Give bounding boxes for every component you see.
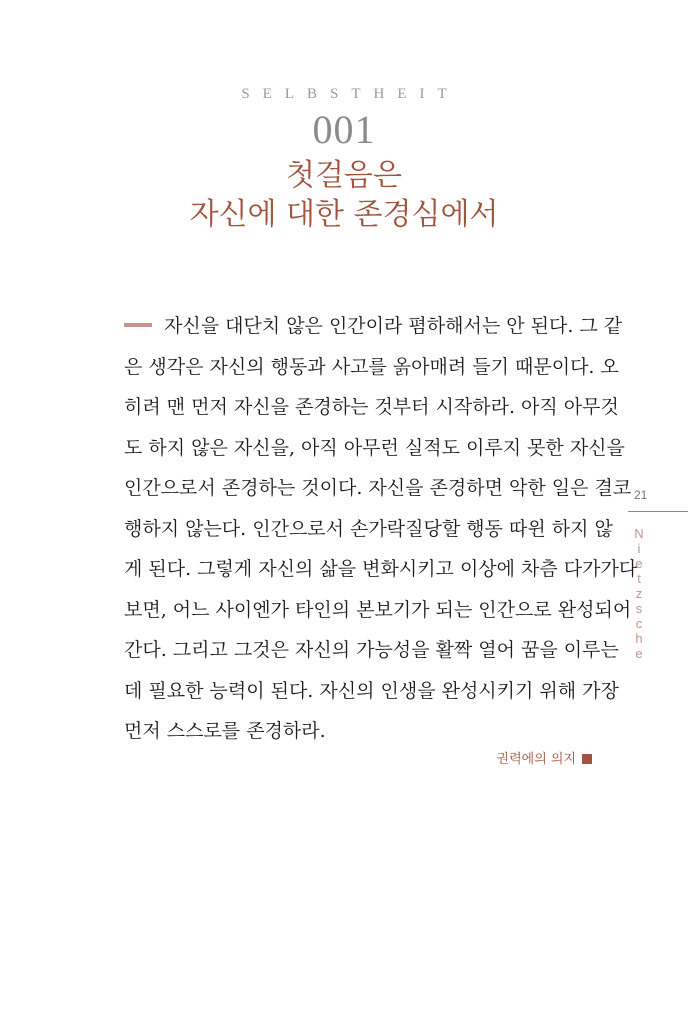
body-line: 먼저 스스로를 존경하라. bbox=[124, 720, 326, 742]
body-line: 행하지 않는다. 인간으로서 손가락질당할 행동 따윈 하지 않 bbox=[124, 517, 613, 540]
source-label: 권력에의 의지 bbox=[496, 752, 576, 767]
entry-title bbox=[0, 156, 688, 234]
running-head bbox=[632, 526, 646, 661]
running-head-letter: e bbox=[635, 556, 643, 571]
body-line: 히려 맨 먼저 자신을 존경하는 것부터 시작하라. 아직 아무것 bbox=[124, 396, 619, 418]
body-line: 게 된다. 그렇게 자신의 삶을 변화시키고 이상에 차츰 다가가다 bbox=[124, 558, 638, 580]
dash-marker-icon bbox=[124, 323, 152, 327]
body-line: 자신을 대단치 않은 인간이라 폄하해서는 안 된다. 그 같 bbox=[124, 306, 594, 347]
page-number: 21 bbox=[634, 488, 648, 502]
running-head-letter: t bbox=[637, 571, 641, 586]
body-line: 보면, 어느 사이엔가 타인의 본보기가 되는 인간으로 완성되어 bbox=[124, 598, 632, 621]
running-head-letter: N bbox=[634, 526, 644, 541]
folio-divider bbox=[628, 511, 688, 512]
body-line: 도 하지 않은 자신을, 아직 아무런 실적도 이루지 못한 자신을 bbox=[124, 436, 625, 459]
entry-number: 001 bbox=[312, 107, 376, 152]
running-head-letter: e bbox=[635, 646, 643, 661]
body-line: 인간으로서 존경하는 것이다. 자신을 존경하면 악한 일은 결코 bbox=[124, 477, 632, 499]
body-line: 간다. 그리고 그것은 자신의 가능성을 활짝 열어 꿈을 이루는 bbox=[124, 639, 619, 661]
body-line: 은 생각은 자신의 행동과 사고를 옭아매려 들기 때문이다. 오 bbox=[124, 355, 619, 378]
running-head-letter: c bbox=[635, 616, 643, 631]
body-text bbox=[124, 306, 638, 752]
section-kicker: SELBSTHEIT bbox=[241, 86, 460, 102]
body-line: 데 필요한 능력이 된다. 자신의 인생을 완성시키기 위해 가장 bbox=[124, 679, 619, 702]
source-citation bbox=[497, 748, 592, 767]
running-head-letter: i bbox=[637, 541, 641, 556]
title-line-2: 자신에 대한 존경심에서 bbox=[189, 197, 499, 232]
title-line-1: 첫걸음은 bbox=[286, 158, 402, 193]
running-head-letter: z bbox=[635, 586, 643, 601]
square-icon bbox=[582, 754, 592, 764]
running-head-letter: s bbox=[635, 601, 643, 616]
running-head-letter: h bbox=[635, 631, 643, 646]
